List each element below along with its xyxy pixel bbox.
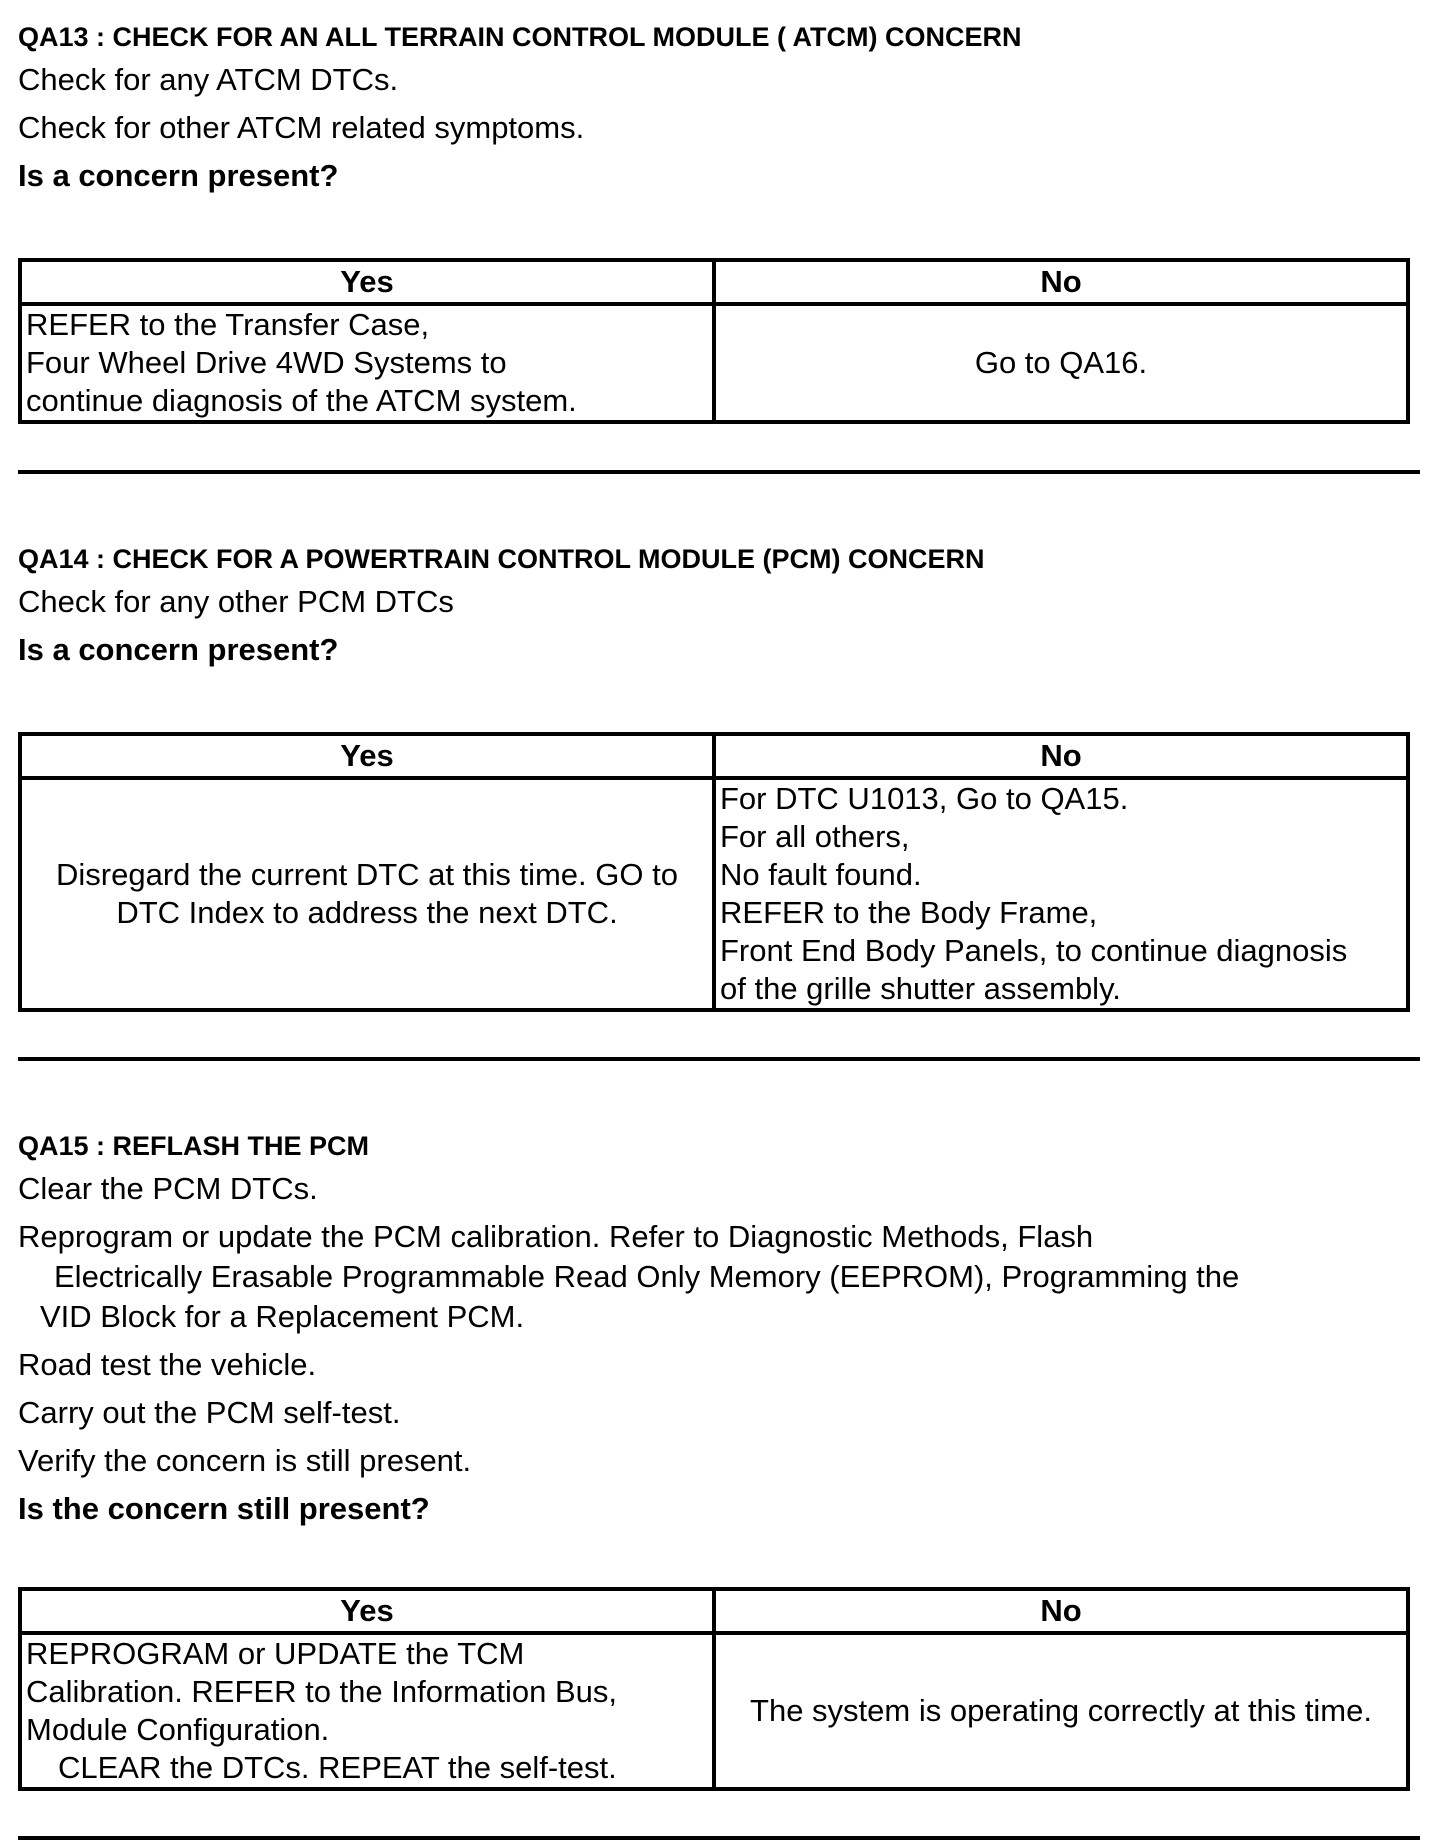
qa15-yes-cell [20, 1633, 714, 1789]
qa14-yes-cell [20, 778, 714, 1010]
qa15-step-5: Verify the concern is still present. [18, 1443, 472, 1478]
qa15-yes-line-4: CLEAR the DTCs. REPEAT the self-test. [58, 1750, 617, 1785]
divider-1 [18, 470, 1420, 474]
qa13-no-cell: Go to QA16. [714, 304, 1408, 422]
qa15-step-3: Road test the vehicle. [18, 1347, 317, 1382]
qa15-step-2-line-1: Reprogram or update the PCM calibration. Refer to Diagnostic Methods, Flash [18, 1219, 1094, 1254]
qa14-no-line-3: No fault found. [720, 857, 922, 892]
qa15-question: Is the concern still present? [18, 1491, 430, 1526]
qa15-step-1: Clear the PCM DTCs. [18, 1171, 318, 1206]
qa14-heading: QA14 : CHECK FOR A POWERTRAIN CONTROL MODULE (PCM) CONCERN [18, 544, 985, 574]
qa15-step-4: Carry out the PCM self-test. [18, 1395, 401, 1430]
divider-2 [18, 1057, 1420, 1061]
qa15-yes-line-3: Module Configuration. [26, 1712, 330, 1747]
qa15-section [18, 1127, 1422, 1539]
qa14-question: Is a concern present? [18, 632, 339, 667]
qa13-no-header: No [714, 260, 1408, 304]
divider-3 [18, 1836, 1420, 1840]
qa13-section [18, 18, 1422, 206]
qa15-yes-header: Yes [20, 1589, 714, 1633]
qa15-yes-line-2: Calibration. REFER to the Information Bus, [26, 1674, 617, 1709]
qa14-yes-header: Yes [20, 734, 714, 778]
qa14-no-line-6: of the grille shutter assembly. [720, 971, 1121, 1006]
qa13-yes-line-2: Four Wheel Drive 4WD Systems to [26, 345, 507, 380]
qa15-table [18, 1587, 1410, 1791]
qa15-step-2-line-3: VID Block for a Replacement PCM. [40, 1299, 525, 1334]
qa15-no-header: No [714, 1589, 1408, 1633]
qa13-step-1: Check for any ATCM DTCs. [18, 62, 399, 97]
qa15-heading: QA15 : REFLASH THE PCM [18, 1131, 370, 1161]
qa14-no-line-1: For DTC U1013, Go to QA15. [720, 781, 1129, 816]
qa13-yes-cell [20, 304, 714, 422]
qa13-heading: QA13 : CHECK FOR AN ALL TERRAIN CONTROL MODULE ( ATCM) CONCERN [18, 22, 1022, 52]
qa15-no-cell: The system is operating correctly at this time. [714, 1633, 1408, 1789]
qa15-step-2-line-2: Electrically Erasable Programmable Read Only Memory (EEPROM), Programming the [54, 1259, 1240, 1294]
qa15-yes-line-1: REPROGRAM or UPDATE the TCM [26, 1636, 525, 1671]
qa14-yes-line-1: Disregard the current DTC at this time. GO to [56, 857, 678, 892]
qa13-table [18, 258, 1410, 424]
qa14-no-cell [714, 778, 1408, 1010]
qa13-step-2: Check for other ATCM related symptoms. [18, 110, 585, 145]
qa13-yes-line-3: continue diagnosis of the ATCM system. [26, 383, 577, 418]
qa14-section [18, 540, 1422, 680]
qa14-no-line-4: REFER to the Body Frame, [720, 895, 1098, 930]
qa14-no-line-5: Front End Body Panels, to continue diagnosis [720, 933, 1348, 968]
qa14-yes-line-2: DTC Index to address the next DTC. [116, 895, 618, 930]
qa14-no-line-2: For all others, [720, 819, 910, 854]
qa14-no-header: No [714, 734, 1408, 778]
qa13-yes-line-1: REFER to the Transfer Case, [26, 307, 430, 342]
qa14-table [18, 732, 1410, 1012]
qa13-question: Is a concern present? [18, 158, 339, 193]
qa14-step-1: Check for any other PCM DTCs [18, 584, 454, 619]
qa13-yes-header: Yes [20, 260, 714, 304]
